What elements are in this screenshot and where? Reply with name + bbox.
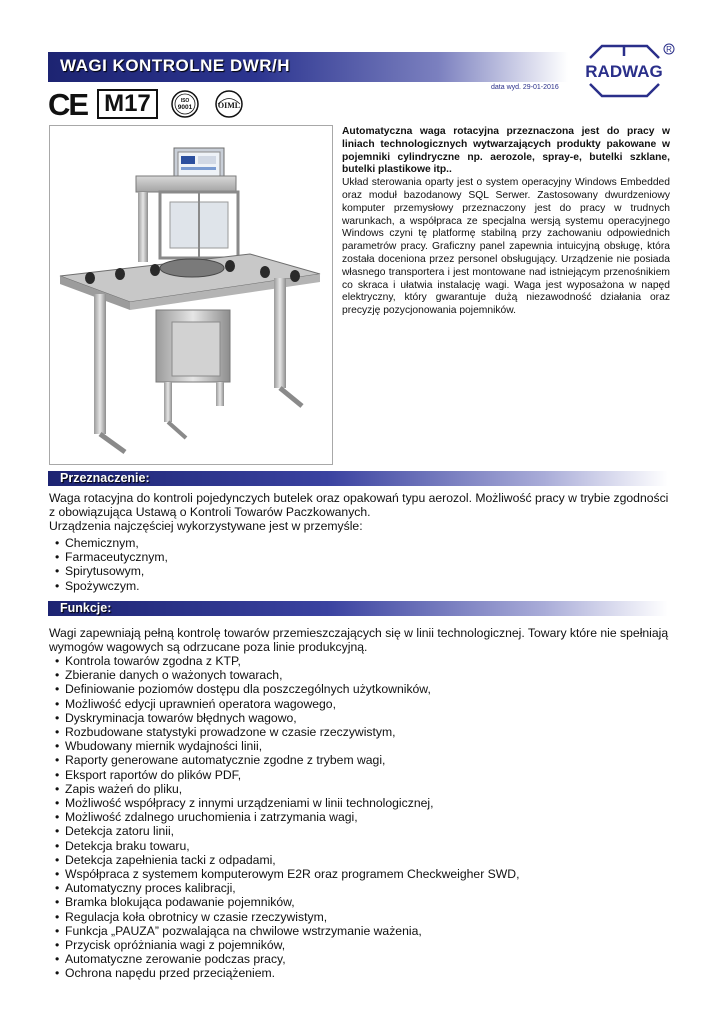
list-item: • Chemicznym, — [55, 536, 168, 550]
issue-date: data wyd. 29-01-2016 — [491, 84, 559, 91]
intro-body: Układ sterowania oparty jest o system operacyjny Windows Embedded oraz moduł bazodanowy SQL Serwer. Zastosowany dwurdzeniowy komputer przemysłowy przeznaczony jest do pracy w trudnych warunkach, a współpraca ze specjalna wersją systemu operacyjnego Windows czyni tę platformę stabilną przy zachowaniu odpowiednich parametrów pracy. Graficzny panel zapewnia intuicyjną obsługę, która została doceniona przez personel obsługujący. Urządzenie nie posiada własnego transportera i jest montowane nad istniejącym przenośnikiem co skraca i ułatwia instalację wagi. Waga jest wyposażona w napęd elektryczny, który gwarantuje dużą niezawodność działania oraz precyzję pozycjonowania pojemników. — [342, 177, 670, 317]
list-item: • Dyskryminacja towarów błędnych wagowo, — [55, 711, 519, 725]
oiml-icon — [212, 89, 246, 119]
list-item: • Wbudowany miernik wydajności linii, — [55, 739, 519, 753]
logo-text: RADWAG — [585, 62, 663, 81]
list-item: • Możliwość zdalnego uruchomienia i zatrzymania wagi, — [55, 810, 519, 824]
list-item: • Regulacja koła obrotnicy w czasie rzeczywistym, — [55, 910, 519, 924]
title-bar — [48, 52, 568, 82]
list-item: • Eksport raportów do plików PDF, — [55, 768, 519, 782]
radwag-logo — [572, 40, 677, 100]
list-item: • Spożywczym. — [55, 579, 168, 593]
list-item: • Farmaceutycznym, — [55, 550, 168, 564]
list-item: • Zapis ważeń do pliku, — [55, 782, 519, 796]
intro-description — [342, 126, 670, 318]
functions-heading: Funkcje: — [60, 601, 112, 615]
svg-text:ISO: ISO — [180, 98, 190, 104]
section-heading-functions — [48, 601, 668, 616]
purpose-heading: Przeznaczenie: — [60, 471, 150, 485]
purpose-text: Waga rotacyjna do kontroli pojedynczych butelek oraz opakowań typu aerozol. Możliwość pracy w trybie zgodności z obowiązująca Ustawą o Kontroli Towarów Paczkowanych. — [49, 491, 669, 520]
industries-intro: Urządzenia najczęściej wykorzystywane jest w przemyśle: — [49, 519, 363, 533]
list-item: • Detekcja braku towaru, — [55, 839, 519, 853]
product-photo — [49, 125, 333, 465]
functions-list — [55, 654, 519, 981]
list-item: • Spirytusowym, — [55, 564, 168, 578]
svg-text:R: R — [666, 45, 672, 54]
list-item: • Bramka blokująca podawanie pojemników, — [55, 895, 519, 909]
industries-list — [55, 536, 168, 593]
list-item: • Automatyczny proces kalibracji, — [55, 881, 519, 895]
ce-mark-icon: CE — [48, 86, 88, 122]
list-item: • Zbieranie danych o ważonych towarach, — [55, 668, 519, 682]
intro-lead: Automatyczna waga rotacyjna przeznaczona jest do pracy w liniach technologicznych wytwarzających produkty pakowane w pojemniki cylindryczne np. aerozole, spray-e, butelki szklane, butelki plastikowe itp.. — [342, 126, 670, 176]
list-item: • Możliwość współpracy z innymi urządzeniami w linii technologicznej, — [55, 796, 519, 810]
rotary-checkweigher-illustration — [50, 126, 332, 464]
m17-mark-icon: M17 — [97, 89, 158, 119]
certification-marks — [48, 86, 246, 122]
list-item: • Ochrona napędu przed przeciążeniem. — [55, 966, 519, 980]
svg-text:OIML: OIML — [217, 101, 240, 110]
list-item: • Możliwość edycji uprawnień operatora wagowego, — [55, 697, 519, 711]
list-item: • Detekcja zapełnienia tacki z odpadami, — [55, 853, 519, 867]
list-item: • Kontrola towarów zgodna z KTP, — [55, 654, 519, 668]
list-item: • Rozbudowane statystyki prowadzone w czasie rzeczywistym, — [55, 725, 519, 739]
page-title: WAGI KONTROLNE DWR/H — [60, 56, 291, 75]
svg-text:9001: 9001 — [177, 104, 192, 111]
list-item: • Współpraca z systemem komputerowym E2R oraz programem Checkweigher SWD, — [55, 867, 519, 881]
list-item: • Raporty generowane automatycznie zgodne z trybem wagi, — [55, 753, 519, 767]
list-item: • Definiowanie poziomów dostępu dla poszczególnych użytkowników, — [55, 682, 519, 696]
list-item: • Automatyczne zerowanie podczas pracy, — [55, 952, 519, 966]
list-item: • Funkcja „PAUZA” pozwalająca na chwilowe wstrzymanie ważenia, — [55, 924, 519, 938]
list-item: • Detekcja zatoru linii, — [55, 824, 519, 838]
section-heading-purpose — [48, 471, 668, 486]
iso-9001-icon — [168, 89, 202, 119]
functions-text: Wagi zapewniają pełną kontrolę towarów przemieszczających się w linii technologicznej. Towary które nie spełniają wymogów wagowych są odrzucane poza linie produkcyjną. — [49, 626, 669, 655]
list-item: • Przycisk opróżniania wagi z pojemników, — [55, 938, 519, 952]
